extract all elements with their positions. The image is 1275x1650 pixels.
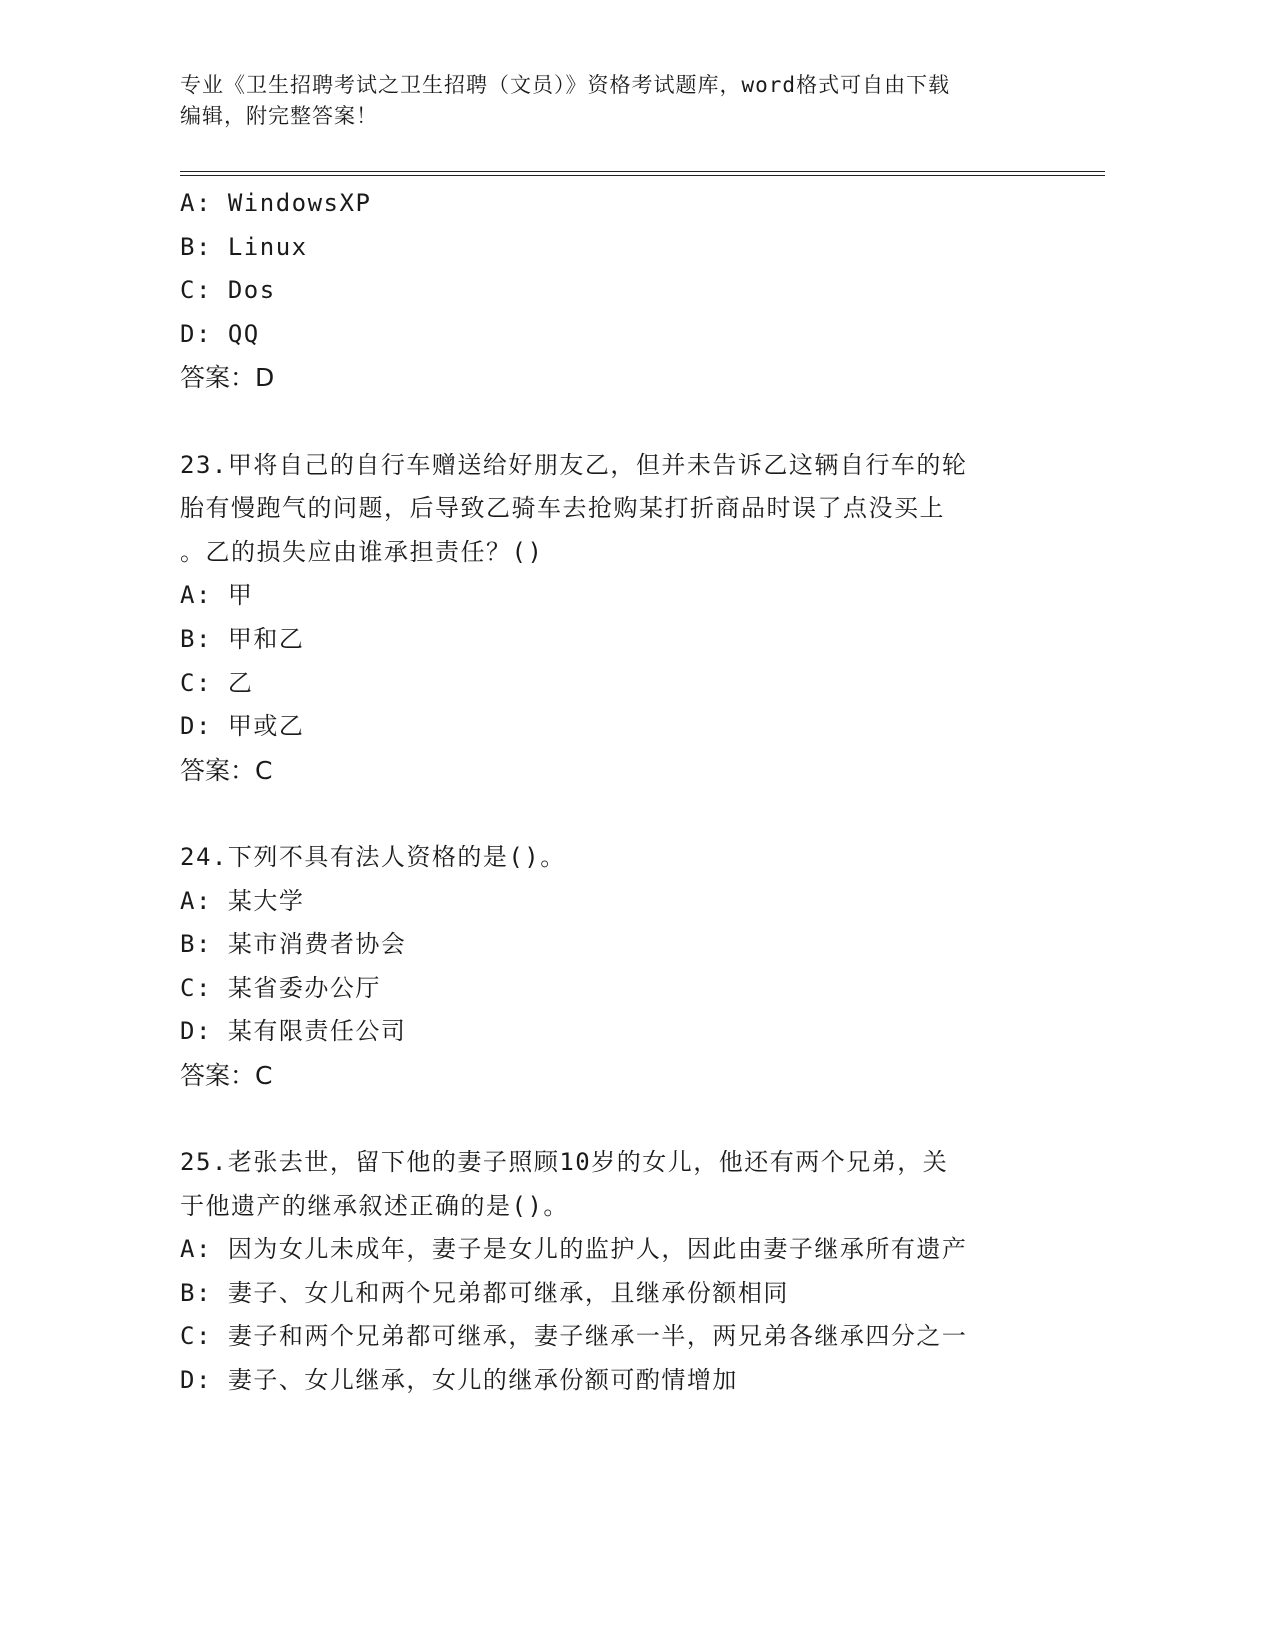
question-22: [180, 182, 1050, 400]
header-line-1: 专业《卫生招聘考试之卫生招聘（文员）》资格考试题库，word格式可自由下载: [180, 73, 951, 97]
option-c: C: Dos: [180, 276, 276, 305]
spacer: [180, 1097, 1050, 1141]
option-c: C: 乙: [180, 668, 254, 697]
option-d: D: 某有限责任公司: [180, 1017, 407, 1046]
answer: 答案：C: [180, 755, 273, 785]
question-text-line: 24.下列不具有法人资格的是()。: [180, 842, 566, 871]
option-b: B: 某市消费者协会: [180, 930, 407, 959]
option-c: C: 某省委办公厅: [180, 973, 381, 1002]
option-b: B: Linux: [180, 232, 308, 261]
question-text-line: 25.老张去世，留下他的妻子照顾10岁的女儿，他还有两个兄弟，关: [180, 1148, 949, 1177]
spacer: [180, 792, 1050, 836]
header-divider-top: [180, 171, 1105, 172]
question-list: [180, 182, 1050, 1403]
option-c: C: 妻子和两个兄弟都可继承，妻子继承一半，两兄弟各继承四分之一: [180, 1322, 968, 1351]
document-header: [180, 70, 1050, 132]
option-a: A: 甲: [180, 581, 254, 610]
header-divider-bottom: [180, 175, 1105, 176]
question-text-line: 23.甲将自己的自行车赠送给好朋友乙，但并未告诉乙这辆自行车的轮: [180, 450, 968, 479]
question-23: [180, 444, 1050, 793]
question-text-line: 。乙的损失应由谁承担责任？(): [180, 537, 544, 566]
option-a: A: 某大学: [180, 886, 305, 915]
question-25: [180, 1141, 1050, 1403]
spacer: [180, 400, 1050, 444]
option-b: B: 甲和乙: [180, 624, 305, 653]
question-24: [180, 836, 1050, 1098]
option-b: B: 妻子、女儿和两个兄弟都可继承，且继承份额相同: [180, 1278, 789, 1307]
option-a: A: WindowsXP: [180, 189, 372, 217]
question-text-line: 胎有慢跑气的问题，后导致乙骑车去抢购某打折商品时误了点没买上: [180, 494, 945, 523]
option-d: D: QQ: [180, 319, 260, 348]
option-a: A: 因为女儿未成年，妻子是女儿的监护人，因此由妻子继承所有遗产: [180, 1235, 968, 1264]
option-d: D: 妻子、女儿继承，女儿的继承份额可酌情增加: [180, 1366, 738, 1395]
answer: 答案：C: [180, 1060, 273, 1090]
header-line-2: 编辑，附完整答案！: [180, 104, 378, 128]
option-d: D: 甲或乙: [180, 712, 305, 741]
answer: 答案：D: [180, 363, 275, 393]
document-page: [180, 0, 1105, 1650]
question-text-line: 于他遗产的继承叙述正确的是()。: [180, 1191, 569, 1220]
